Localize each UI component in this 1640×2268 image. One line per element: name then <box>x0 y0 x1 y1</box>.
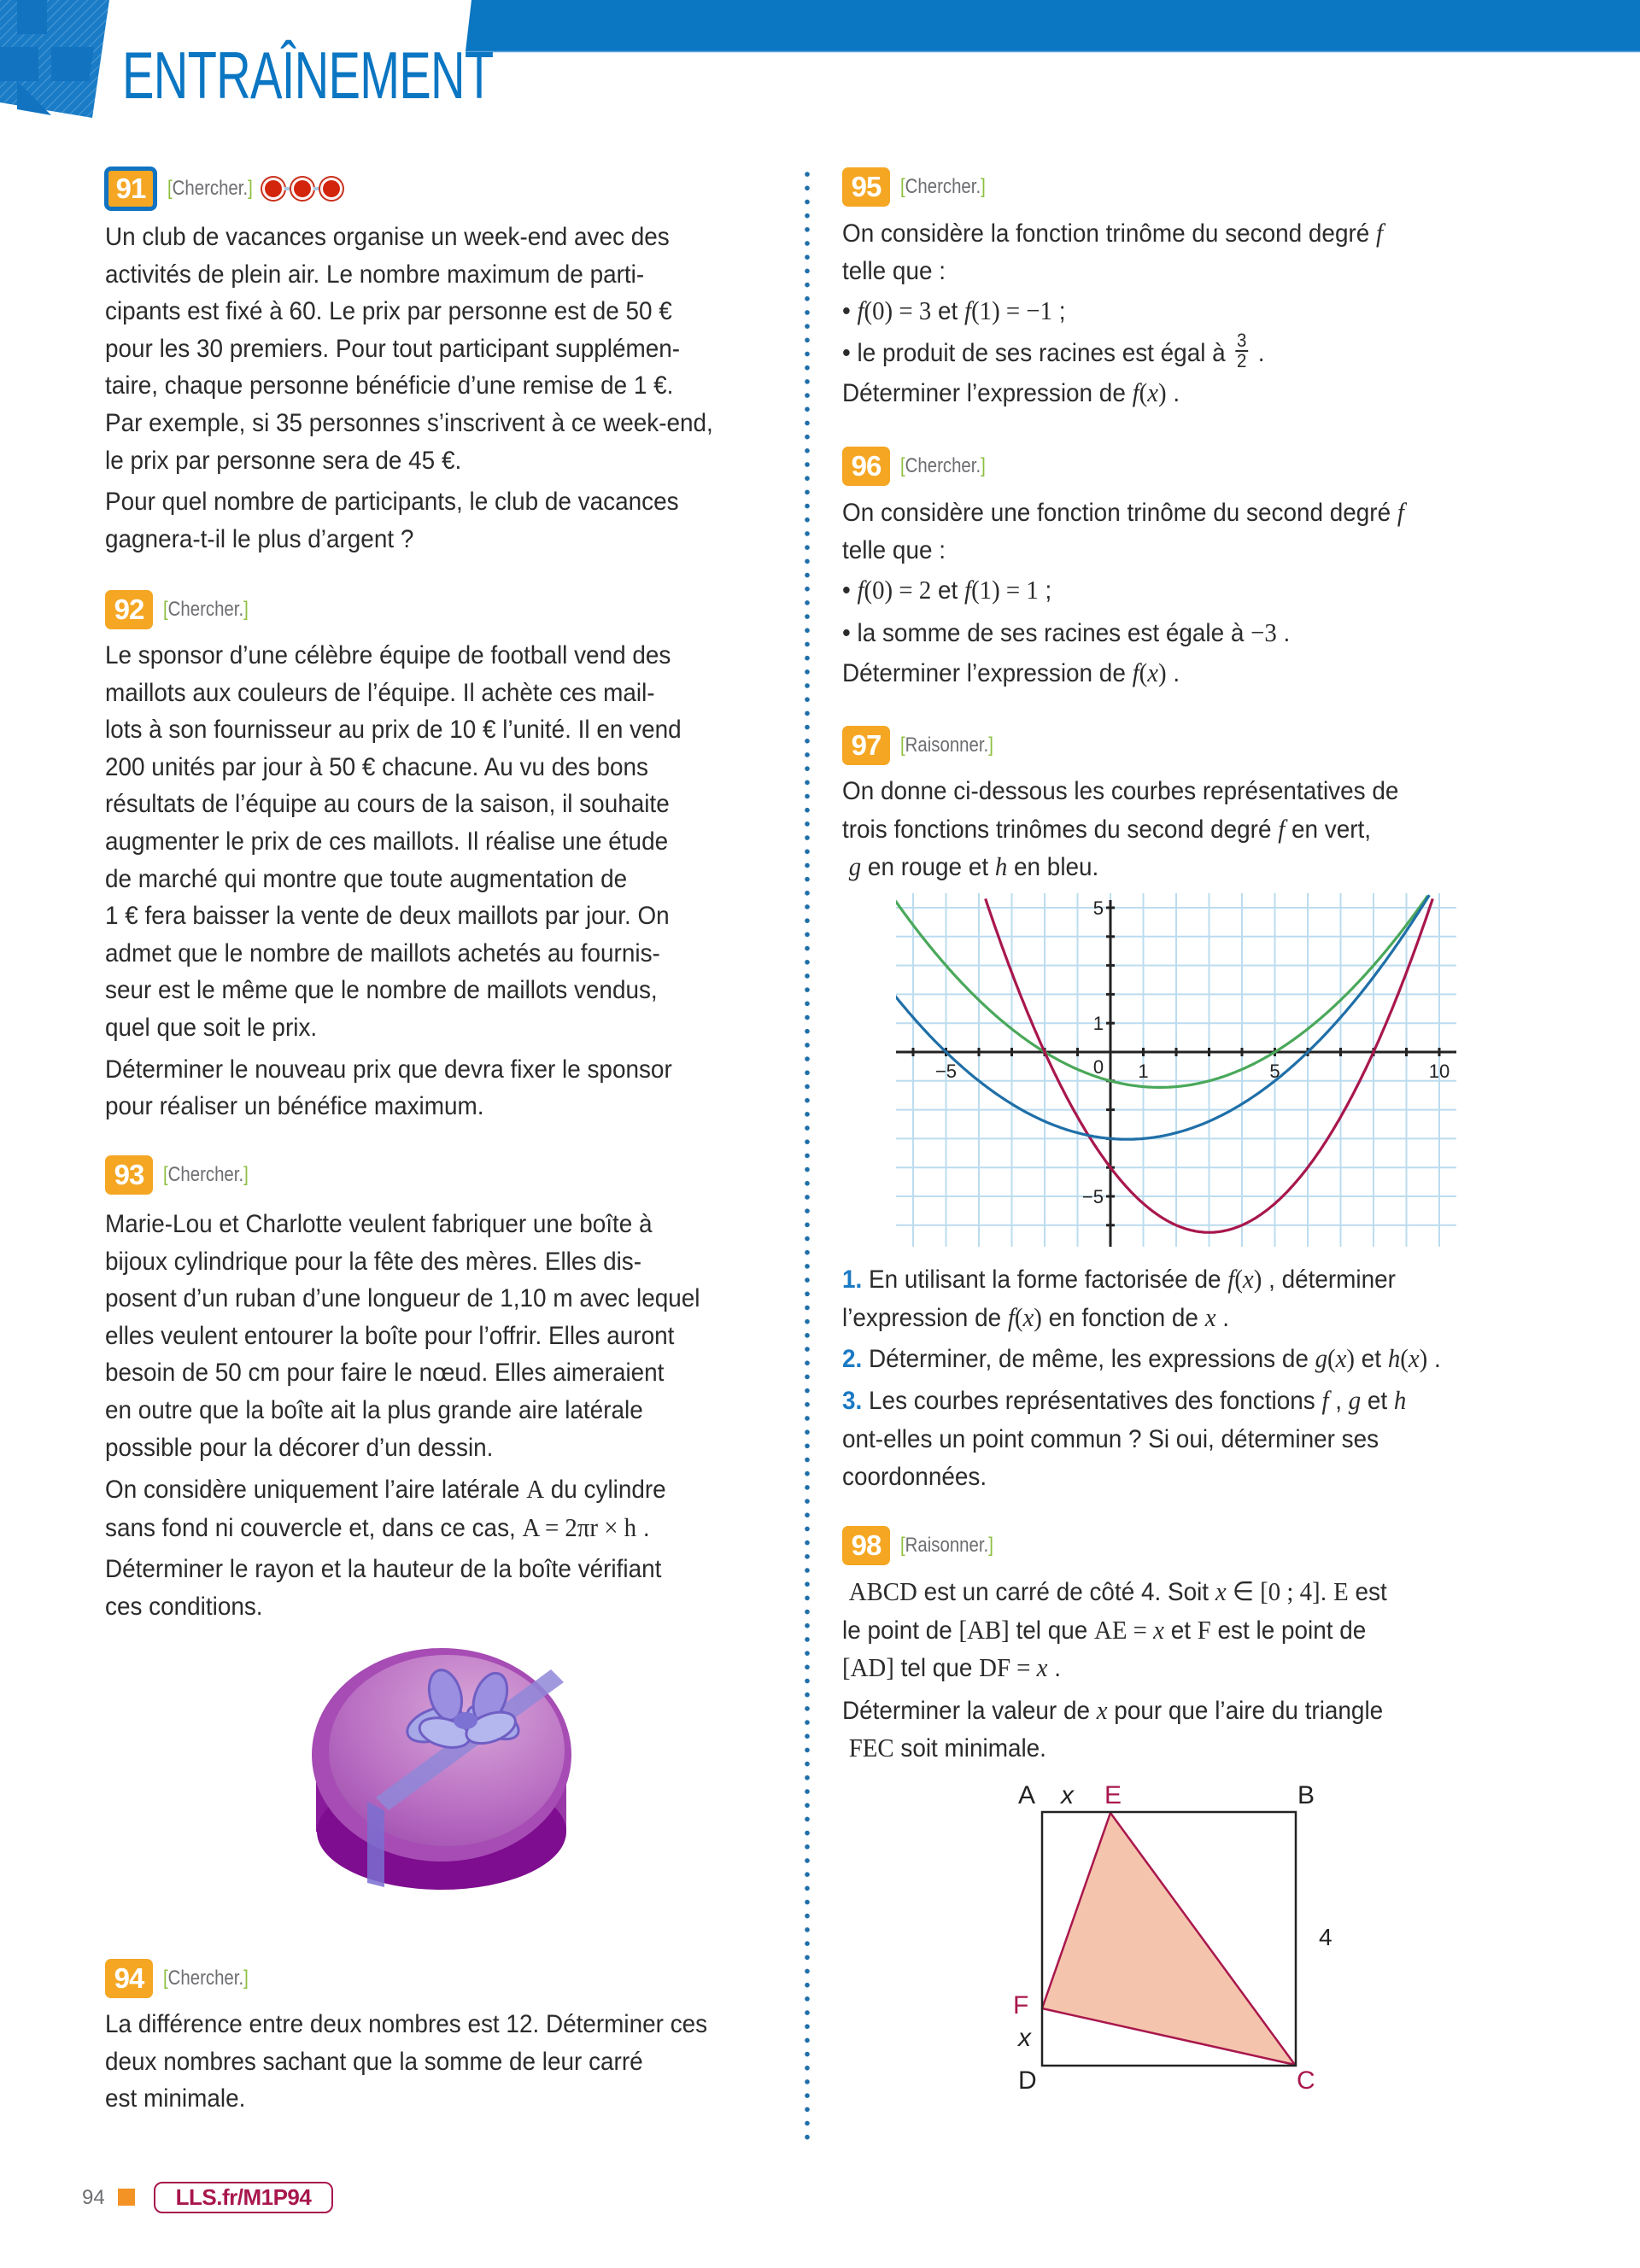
exercise-91-text: Un club de vacances organise un week-end avec des activités de plein air. Le nombre maximum de parti- cipants est fixé à 60. Le prix par personne est de 50 € pour les 30 premiers. Pour tout participant supplémen- taire, chaque personne bénéficie d’une remise de 1 €. Par exemple, si 35 personnes s’inscrivent à ce week-end, le prix par personne sera de 45 €. Pour quel nombre de participants, le club de vacances gagnera-t-il le plus d’argent ? <box>105 223 713 553</box>
page-number: 94 <box>82 2186 105 2209</box>
svg-text:−5: −5 <box>934 1061 958 1082</box>
exercise-97-header <box>842 724 1010 767</box>
fraction: $\frac{3}{2}$ <box>1237 330 1247 372</box>
svg-text:5: 5 <box>1269 1061 1280 1082</box>
label-f: F <box>1013 1991 1029 2020</box>
exercise-tag: [Chercher.] <box>163 598 249 621</box>
exercise-95-text: On considère la fonction trinôme du second degré f telle que : • f(0) = 3 et f(1) = −1 ; • le produit de ses racines est égal à $\frac{3}{2}$ . Déterminer l’expression de f(x) . <box>842 218 1384 408</box>
exercise-97-text: On donne ci-dessous les courbes représentatives de trois fonctions trinômes du second degré f en vert, g en rouge et h en bleu. <box>842 777 1399 882</box>
exercise-tag: [Raisonner.] <box>900 1534 993 1557</box>
exercise-98-text: ABCD est un carré de côté 4. Soit x ∈ [0 ; 4]. E est le point de [AB] tel que AE = x et F est le point de [AD] tel que DF = x . Déterminer la valeur de x pour que l’aire du triangle FEC soit minimale. <box>842 1576 1387 1763</box>
exercise-92-text: Le sponsor d’une célèbre équipe de football vend des maillots aux couleurs de l’équipe. Il achète ces mail- lots à son fournisseur au prix de 10 € l’unité. Il en vend 200 unités par jour à 50 € chacune. Au vu des bons résultats de l’équipe au cours de la saison, il souhaite augmenter le prix de ces maillots. Il réalise une étude de marché qui montre que toute augmentation de 1 € fera baisser la vente de deux maillots par jour. On admet que le nombre de maillots achetés au fournis- seur est le même que le nombre de maillots vendus, quel que soit le prix. Déterminer le nouveau prix que devra fixer le sponsor pour réaliser un bénéfice maximum. <box>105 641 682 1121</box>
svg-text:0: 0 <box>1092 1056 1104 1078</box>
page-marker-square <box>118 2189 135 2206</box>
square-triangle-figure <box>991 1768 1350 2109</box>
exercise-94-text: La différence entre deux nombres est 12. Déterminer ces deux nombres sachant que la somme de leur carré est minimale. <box>105 2010 708 2113</box>
exercise-93-header <box>105 1154 263 1196</box>
svg-text:10: 10 <box>1428 1061 1450 1082</box>
column-divider <box>805 167 810 2148</box>
exercise-92-question: Déterminer le nouveau prix que devra fixer le sponsor <box>105 1055 672 1084</box>
exercise-number-badge: 93 <box>105 1155 153 1195</box>
label-x-top: x <box>1061 1781 1074 1809</box>
exercise-tag: [Chercher.] <box>900 175 986 198</box>
exercise-tag: [Chercher.] <box>163 1967 249 1990</box>
exercise-93-question: Déterminer le rayon et la hauteur de la boîte vérifiant <box>105 1555 662 1584</box>
exercise-92-header <box>105 588 263 631</box>
label-c: C <box>1297 2066 1315 2095</box>
header-pattern-decoration <box>0 0 120 120</box>
difficulty-dot-icon <box>262 178 284 200</box>
exercise-91-header <box>104 167 343 210</box>
label-x-left: x <box>1018 2024 1031 2052</box>
gift-box-image <box>295 1627 581 1904</box>
exercise-number-badge: 95 <box>842 167 890 207</box>
exercise-97-questions: 1. En utilisant la forme factorisée de f(x) , déterminer l’expression de f(x) en fonction de x . 2. Déterminer, de même, les expressions de g(x) et h(x) . 3. Les courbes représentatives des fonctions f , g et h ont-elles un point commun ? Si oui, déterminer ses coordonnées. <box>842 1264 1441 1491</box>
exercise-number-badge: 98 <box>842 1526 890 1565</box>
exercise-tag: [Raisonner.] <box>900 734 993 757</box>
exercise-tag: [Chercher.] <box>163 1163 249 1186</box>
exercise-95-header <box>842 166 1000 208</box>
label-side: 4 <box>1319 1924 1332 1950</box>
lls-link[interactable]: LLS.fr/M1P94 <box>154 2182 333 2213</box>
exercise-number-badge: 94 <box>105 1959 153 1998</box>
label-e: E <box>1104 1781 1122 1809</box>
quadratic-curves-chart <box>896 893 1456 1247</box>
exercise-91-question: Pour quel nombre de participants, le club de vacances <box>105 488 679 517</box>
difficulty-dot-icon <box>320 178 343 200</box>
exercise-tag: [Chercher.] <box>167 177 253 200</box>
exercise-93-text: Marie-Lou et Charlotte veulent fabriquer une boîte à bijoux cylindrique pour la fête des mères. Elles dis- posent d’un ruban d’une longueur de 1,10 m avec lequel elles veulent entourer la boîte pour l’offrir. Elles auront besoin de 50 cm pour faire le nœud. Elles aimeraient en outre que la boîte ait la plus grande aire latérale possible pour la décorer d’un dessin. On considère uniquement l’aire latérale A du cylindre sans fond ni couvercle et, dans ce cas, A = 2πr × h . Déterminer le rayon et la hauteur de la boîte vérifiant ces conditions. <box>105 1210 700 1621</box>
exercise-98-header <box>842 1524 1010 1567</box>
exercise-94-header <box>105 1957 263 2000</box>
svg-text:5: 5 <box>1092 897 1104 919</box>
svg-text:−5: −5 <box>1081 1186 1104 1207</box>
label-b: B <box>1297 1781 1315 1809</box>
svg-text:1: 1 <box>1138 1061 1149 1082</box>
svg-text:1: 1 <box>1092 1013 1104 1035</box>
exercise-tag: [Chercher.] <box>900 454 986 477</box>
exercise-number-badge: 92 <box>105 590 153 629</box>
formula: A = 2πr × h <box>522 1511 637 1542</box>
difficulty-dot-icon <box>291 178 313 200</box>
exercise-96-text: On considère une fonction trinôme du second degré f telle que : • f(0) = 2 et f(1) = 1 ; • la somme de ses racines est égale à −3 . Déterminer l’expression de f(x) . <box>842 497 1404 688</box>
exercise-number-badge: 96 <box>842 447 890 486</box>
exercise-number-badge: 97 <box>842 726 890 765</box>
exercise-96-header <box>842 445 1000 488</box>
difficulty-indicator <box>262 178 343 200</box>
label-d: D <box>1018 2066 1037 2095</box>
exercise-number-badge: 91 <box>104 167 157 211</box>
page-title: ENTRAÎNEMENT <box>122 38 494 113</box>
label-a: A <box>1018 1781 1036 1809</box>
curve-f <box>896 896 1428 1088</box>
